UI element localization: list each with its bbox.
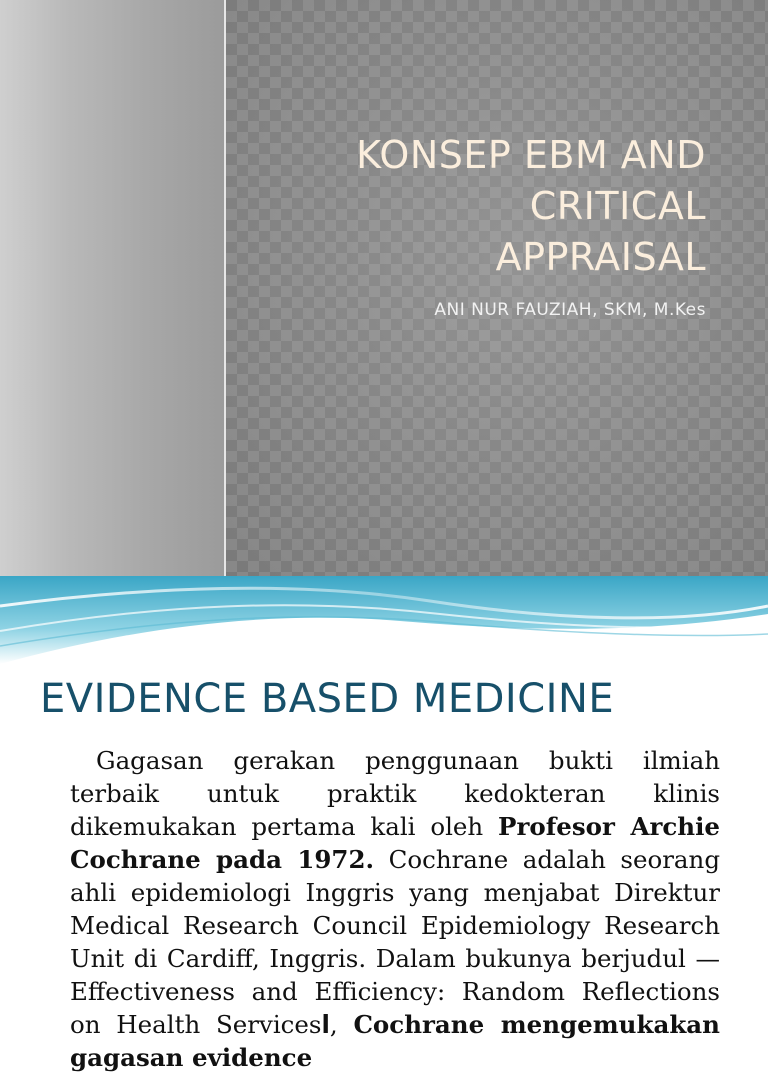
content-slide	[0, 576, 768, 1072]
header-wave-decoration	[0, 576, 768, 656]
slide-title-line-2: CRITICAL	[529, 184, 706, 228]
slide-title-line-1: KONSEP EBM AND	[356, 133, 706, 177]
slide-subtitle-author: ANI NUR FAUZIAH, SKM, M.Kes	[434, 300, 706, 320]
paragraph-bold-2: Cochrane mengemukakan gagasan evidence	[70, 1010, 720, 1072]
slide-right-panel	[226, 0, 768, 576]
paragraph-text-1: Gagasan gerakan penggunaan bukti ilmiah terbaik untuk praktik kedokteran klinis dikemukakan pertama kali oleh	[70, 746, 720, 841]
slide-heading: EVIDENCE BASED MEDICINE	[40, 676, 615, 722]
paragraph-bar-glyph: l	[321, 1010, 330, 1039]
slide-title	[286, 130, 706, 283]
slide-left-panel	[0, 0, 224, 576]
slide-title-line-3: APPRAISAL	[495, 235, 706, 279]
paragraph-text-2: Cochrane adalah seorang ahli epidemiologi Inggris yang menjabat Direktur Medical Research Council Epidemiology Research Unit di Cardiff, Inggris. Dalam bukunya berjudul —Effectiveness and Efficiency: Random Reflections on Health Services	[70, 845, 720, 1039]
paragraph-bold-1: Profesor Archie Cochrane pada 1972.	[70, 812, 720, 874]
paragraph-text-3: ,	[329, 1010, 354, 1039]
slide-body-paragraph	[70, 744, 720, 1074]
